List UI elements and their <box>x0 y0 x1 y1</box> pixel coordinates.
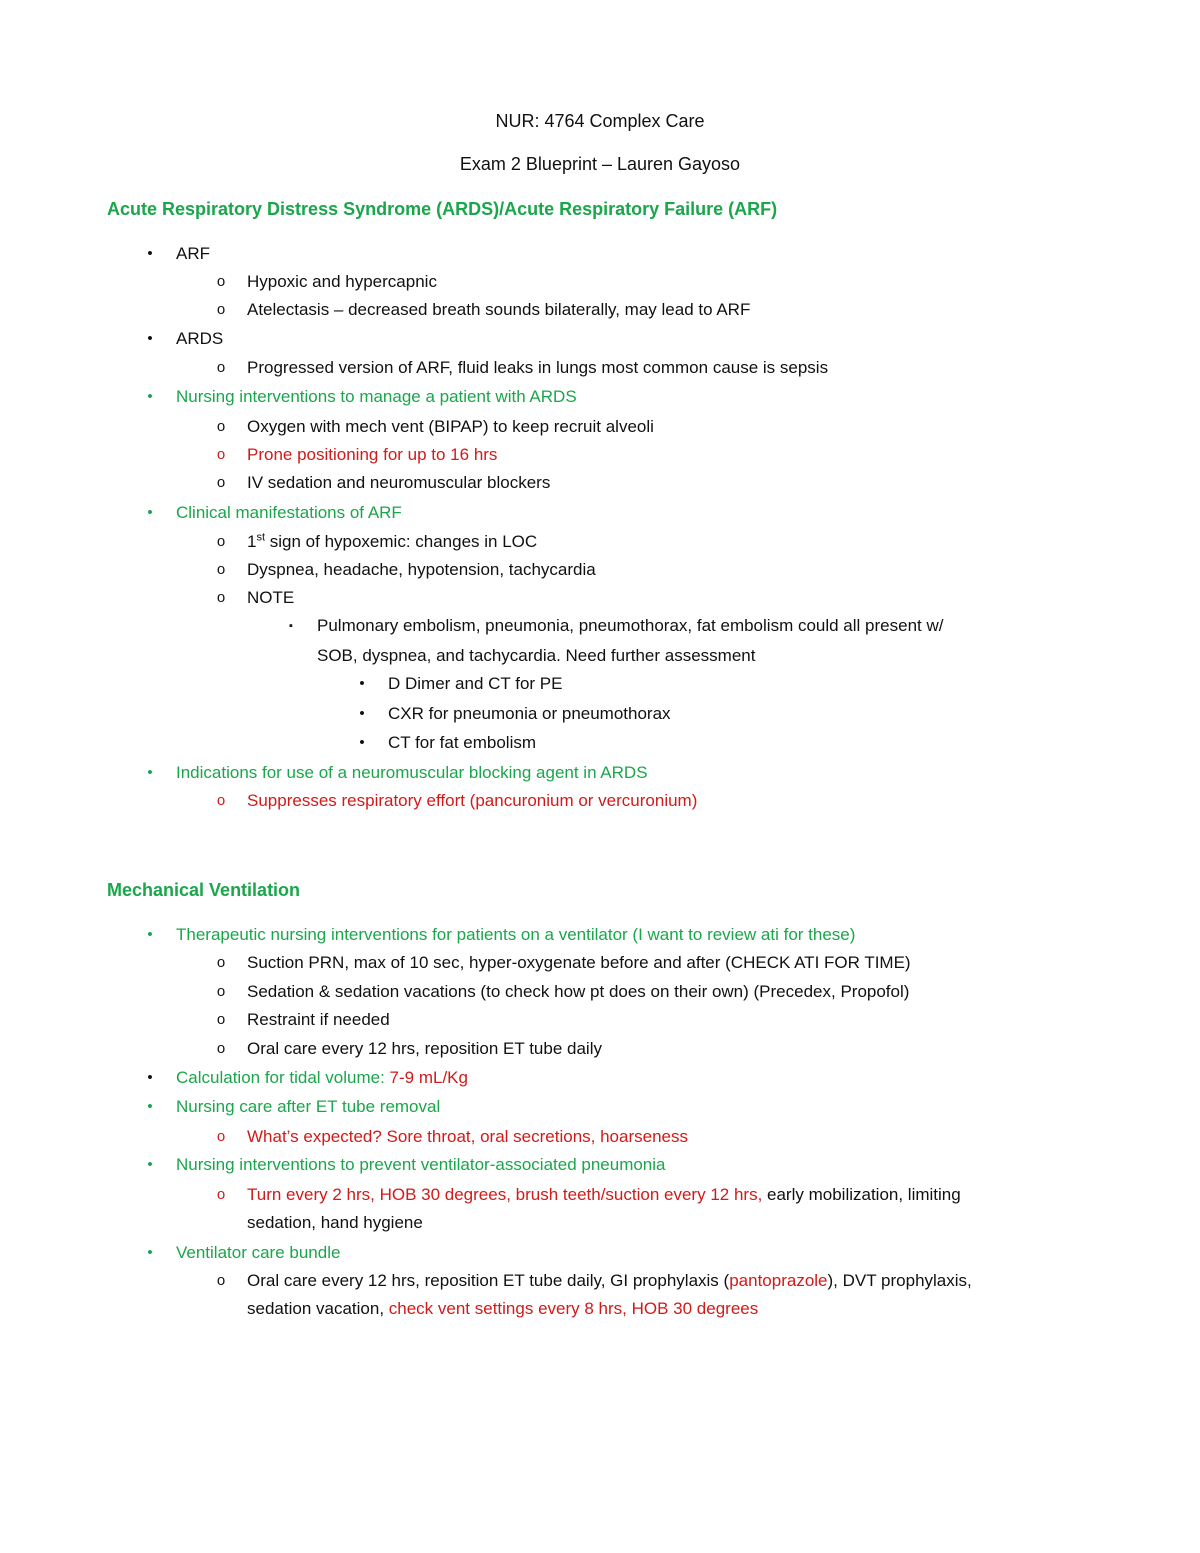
list-item-continuation <box>317 644 755 668</box>
item-text: sedation vacation, <box>247 1299 389 1318</box>
list-item <box>216 471 551 495</box>
item-text-emphasis: 7-9 mL/Kg <box>389 1068 468 1087</box>
list-item <box>216 951 911 975</box>
list-item-continuation <box>247 1297 758 1321</box>
item-text: Oxygen with mech vent (BIPAP) to keep recruit alveoli <box>247 417 654 436</box>
section-heading-ards-arf: Acute Respiratory Distress Syndrome (ARDS)/Acute Respiratory Failure (ARF) <box>107 199 778 219</box>
list-item <box>216 1183 961 1207</box>
item-text: Suppresses respiratory effort (pancuronium or vercuronium) <box>247 791 698 810</box>
item-text: CXR for pneumonia or pneumothorax <box>388 704 671 723</box>
bullet-marker: o <box>216 561 226 578</box>
bullet-marker: o <box>216 418 226 435</box>
list-item <box>359 702 671 726</box>
item-text: Pulmonary embolism, pneumonia, pneumothorax, fat embolism could all present w/ <box>317 616 944 635</box>
item-text: Nursing interventions to prevent ventilator-associated pneumonia <box>176 1155 666 1174</box>
list-item <box>147 327 224 351</box>
list-item <box>216 980 910 1004</box>
list-item <box>147 923 856 947</box>
item-text: Clinical manifestations of ARF <box>176 503 402 522</box>
list-item <box>216 1008 390 1032</box>
bullet-marker: o <box>216 1128 226 1145</box>
item-text: Oral care every 12 hrs, reposition ET tube daily <box>247 1039 602 1058</box>
item-text: Nursing interventions to manage a patient with ARDS <box>176 387 577 406</box>
item-text-post: sign of hypoxemic: changes in LOC <box>265 532 538 551</box>
item-text: Prone positioning for up to 16 hrs <box>247 445 498 464</box>
list-item <box>216 789 698 813</box>
bullet-marker: • <box>147 926 153 943</box>
item-text: Indications for use of a neuromuscular blocking agent in ARDS <box>176 763 648 782</box>
item-text: Nursing care after ET tube removal <box>176 1097 441 1116</box>
bullet-marker: • <box>147 388 153 405</box>
bullet-marker: • <box>359 705 365 722</box>
list-item <box>289 614 944 638</box>
item-text: Progressed version of ARF, fluid leaks in lungs most common cause is sepsis <box>247 358 829 377</box>
item-text: Restraint if needed <box>247 1010 390 1029</box>
bullet-marker: o <box>216 983 226 1000</box>
bullet-marker: • <box>147 330 153 347</box>
bullet-marker: • <box>147 1098 153 1115</box>
list-item <box>216 356 829 380</box>
bullet-marker: • <box>147 1069 153 1086</box>
section-heading-mechanical-ventilation: Mechanical Ventilation <box>107 880 301 900</box>
item-text-pre: 1 <box>247 532 257 551</box>
item-text-emphasis: Turn every 2 hrs, HOB 30 degrees, brush teeth/suction every 12 hrs, <box>247 1185 763 1204</box>
item-text: SOB, dyspnea, and tachycardia. Need further assessment <box>317 646 756 665</box>
bullet-marker: o <box>216 301 226 318</box>
item-text: Calculation for tidal volume: <box>176 1068 390 1087</box>
item-text-emphasis: check vent settings every 8 hrs, HOB 30 degrees <box>388 1299 759 1318</box>
item-text: ARF <box>176 244 210 263</box>
document-title: NUR: 4764 Complex Care <box>495 111 705 131</box>
bullet-marker: o <box>216 1011 226 1028</box>
item-text: NOTE <box>247 588 295 607</box>
bullet-marker: o <box>216 533 226 550</box>
item-text: Therapeutic nursing interventions for patients on a ventilator (I want to review ati for these) <box>176 925 856 944</box>
list-item <box>359 672 563 696</box>
bullet-marker: o <box>216 1040 226 1057</box>
list-item <box>216 1037 602 1061</box>
list-item <box>147 1153 666 1177</box>
list-item <box>147 1095 441 1119</box>
item-text: Suction PRN, max of 10 sec, hyper-oxygenate before and after (CHECK ATI FOR TIME) <box>247 953 911 972</box>
list-item <box>147 761 648 785</box>
bullet-marker: o <box>216 273 226 290</box>
item-text: CT for fat embolism <box>388 733 537 752</box>
bullet-marker: ▪ <box>289 620 293 632</box>
list-item <box>147 385 577 409</box>
list-item <box>216 443 498 467</box>
list-item <box>216 270 437 294</box>
list-item <box>147 1241 341 1265</box>
item-text: Hypoxic and hypercapnic <box>247 272 437 291</box>
item-text-superscript: st <box>256 531 266 544</box>
list-item <box>147 501 402 525</box>
item-text: Atelectasis – decreased breath sounds bilaterally, may lead to ARF <box>247 300 751 319</box>
bullet-marker: • <box>147 764 153 781</box>
bullet-marker: o <box>216 1186 226 1203</box>
item-text: D Dimer and CT for PE <box>388 674 563 693</box>
item-text: Sedation & sedation vacations (to check how pt does on their own) (Precedex, Propofol) <box>247 982 910 1001</box>
bullet-marker: o <box>216 954 226 971</box>
list-item <box>216 415 654 439</box>
list-item <box>359 731 537 755</box>
bullet-marker: o <box>216 446 226 463</box>
list-item <box>216 1125 688 1149</box>
bullet-marker: • <box>147 245 153 262</box>
bullet-marker: o <box>216 474 226 491</box>
item-text: ), DVT prophylaxis, <box>827 1271 972 1290</box>
bullet-marker: • <box>147 1156 153 1173</box>
item-text-emphasis: pantoprazole <box>729 1271 828 1290</box>
list-item <box>216 1269 972 1293</box>
item-text: Oral care every 12 hrs, reposition ET tube daily, GI prophylaxis ( <box>247 1271 730 1290</box>
bullet-marker: o <box>216 792 226 809</box>
item-text: sedation, hand hygiene <box>247 1213 423 1232</box>
item-text: ARDS <box>176 329 224 348</box>
item-text: Dyspnea, headache, hypotension, tachycardia <box>247 560 596 579</box>
item-text: IV sedation and neuromuscular blockers <box>247 473 551 492</box>
item-text: Ventilator care bundle <box>176 1243 341 1262</box>
bullet-marker: o <box>216 589 226 606</box>
list-item <box>216 558 596 582</box>
list-item-continuation <box>247 1211 423 1235</box>
bullet-marker: • <box>359 734 365 751</box>
list-item <box>216 298 751 322</box>
list-item <box>216 530 538 554</box>
bullet-marker: • <box>147 1244 153 1261</box>
item-text: early mobilization, limiting <box>762 1185 961 1204</box>
document-subtitle: Exam 2 Blueprint – Lauren Gayoso <box>459 154 741 174</box>
bullet-marker: o <box>216 359 226 376</box>
list-item <box>147 1066 468 1090</box>
bullet-marker: o <box>216 1272 226 1289</box>
list-item <box>216 586 295 610</box>
list-item <box>147 242 210 266</box>
item-text: What’s expected? Sore throat, oral secretions, hoarseness <box>247 1127 688 1146</box>
bullet-marker: • <box>147 504 153 521</box>
bullet-marker: • <box>359 675 365 692</box>
